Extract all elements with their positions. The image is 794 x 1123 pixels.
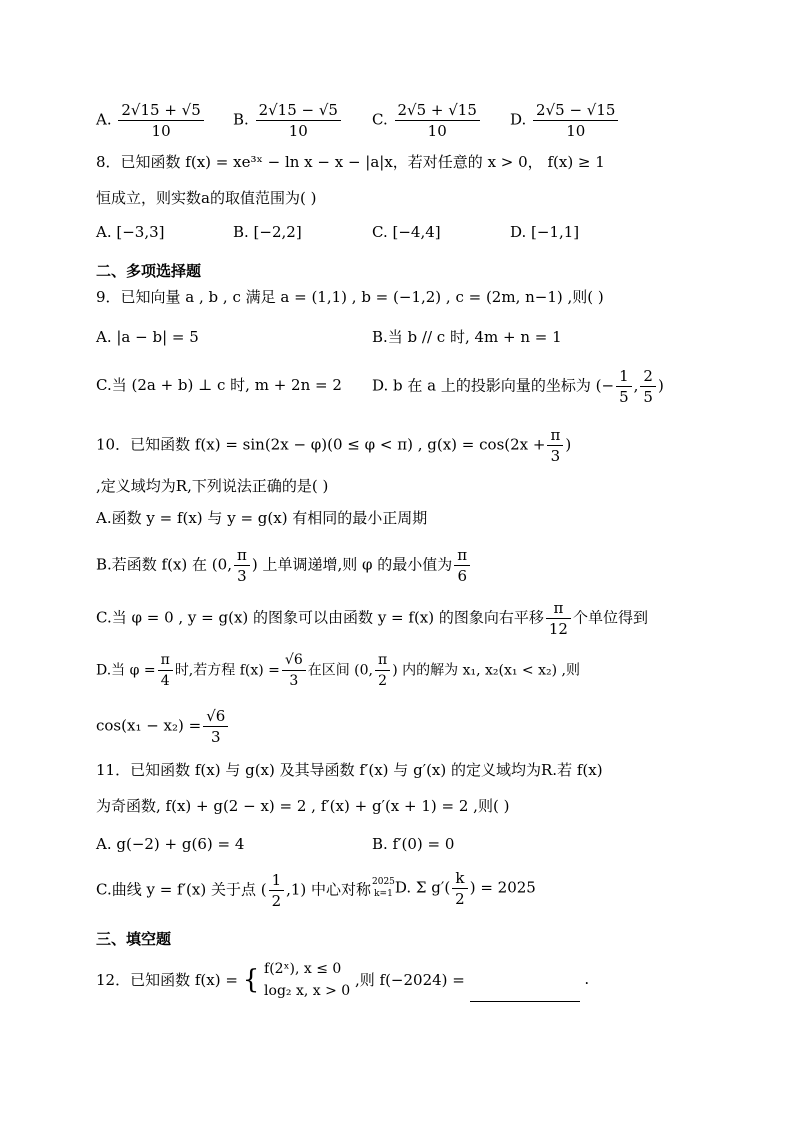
q10-stem: 10．已知函数 f(x) = sin(2x − φ)(0 ≤ φ < π) , g(x) = cos(2x + $\frac{\pi}{3}$ ) — [96, 426, 572, 465]
q10-stem-line2: ,定义域均为R,下列说法正确的是( ) — [96, 477, 329, 495]
q9-option-a: A. |a − b| = 5 — [96, 328, 199, 346]
q10-d-fraction-3: $\frac{\pi}{2}$ — [375, 650, 390, 691]
summation-limits: 2025 k=1 — [372, 877, 395, 899]
q10-d-fraction-2: $\frac{√6}{3}$ — [282, 650, 306, 691]
section-heading-fill-in: 三、填空题 — [96, 930, 172, 948]
q7-option-b: B. $\frac{2√15 - √5}{10}$ — [233, 100, 343, 141]
q8-option-a: A. [−3,3] — [96, 223, 165, 241]
q10-d-line2-fraction: $\frac{√6}{3}$ — [203, 706, 228, 747]
q11-d-fraction: $\frac{k}{2}$ — [452, 868, 468, 909]
q11-option-a: A. g(−2) + g(6) = 4 — [96, 835, 245, 853]
q8-option-b: B. [−2,2] — [233, 223, 302, 241]
q7-a-fraction: $\frac{2√15 + √5}{10}$ — [118, 100, 203, 141]
q9-d-fraction-2: $\frac{2}{5}$ — [640, 366, 656, 407]
brace-icon: { — [242, 965, 260, 995]
q7-option-d: D. $\frac{2√5 - √15}{10}$ — [510, 100, 620, 141]
q12-stem: 12．已知函数 f(x) = { f(2ˣ), x ≤ 0 log₂ x, x > 0 ,则 f(−2024) = . — [96, 958, 589, 1002]
q11-option-c: C.曲线 y = f′(x) 关于点 ( $\frac{1}{2}$ ,1) 中心对称 — [96, 871, 372, 910]
q7-c-fraction: $\frac{2√5 + √15}{10}$ — [395, 100, 480, 141]
q7-d-fraction: $\frac{2√5 - √15}{10}$ — [533, 100, 618, 141]
q10-option-c: C.当 φ = 0 , y = g(x) 的图象可以由函数 y = f(x) 的图象向右平移 $\frac{\pi}{12}$ 个单位得到 — [96, 599, 648, 638]
q7-option-a: A. $\frac{2√15 + √5}{10}$ — [96, 100, 206, 141]
q10-option-a: A.函数 y = f(x) 与 y = g(x) 有相同的最小正周期 — [96, 509, 428, 527]
section-heading-multiple-choice: 二、多项选择题 — [96, 262, 202, 280]
q8-stem-line1: 8．已知函数 f(x) = xe³ˣ − ln x − x − |a|x，若对任意的 x > 0， f(x) ≥ 1 — [96, 153, 605, 171]
q9-stem: 9．已知向量 a , b , c 满足 a = (1,1) , b = (−1,2) , c = (2m, n−1) ,则( ) — [96, 288, 604, 306]
q10-option-d: D.当 φ = $\frac{\pi}{4}$ 时,若方程 f(x) = $\frac{√6}{3}$ 在区间 (0, $\frac{\pi}{2}$ ) 内的解为 x₁, x₂(x₁ < x₂) ,则 — [96, 652, 580, 689]
q10-option-d-line2: cos(x₁ − x₂) = $\frac{√6}{3}$ — [96, 706, 230, 747]
q11-stem-line2: 为奇函数, f(x) + g(2 − x) = 2 , f′(x) + g′(x + 1) = 2 ,则( ) — [96, 797, 510, 815]
q10-option-b: B.若函数 f(x) 在 (0, $\frac{\pi}{3}$ ) 上单调递增,则 φ 的最小值为 $\frac{\pi}{6}$ — [96, 545, 472, 586]
q7-option-c: C. $\frac{2√5 + √15}{10}$ — [372, 100, 482, 141]
q9-option-c: C.当 (2a + b) ⊥ c 时, m + 2n = 2 — [96, 376, 342, 394]
q10-c-fraction: $\frac{\pi}{12}$ — [546, 598, 571, 639]
q10-d-fraction-1: $\frac{\pi}{4}$ — [158, 650, 173, 691]
q11-option-d: 2025 k=1 D. Σ g′( $\frac{k}{2}$ ) = 2025 — [372, 869, 536, 908]
q8-option-d: D. [−1,1] — [510, 223, 580, 241]
q9-d-fraction-1: $\frac{1}{5}$ — [616, 366, 632, 407]
q8-option-c: C. [−4,4] — [372, 223, 441, 241]
q10-b-fraction-1: $\frac{\pi}{3}$ — [234, 545, 250, 586]
answer-blank[interactable] — [470, 985, 580, 1002]
q9-option-d: D. b 在 a 上的投影向量的坐标为 (− $\frac{1}{5}$ , $\frac{2}{5}$ ) — [372, 367, 664, 406]
piecewise-cases: f(2ˣ), x ≤ 0 log₂ x, x > 0 — [264, 961, 351, 999]
q11-c-fraction: $\frac{1}{2}$ — [269, 870, 285, 911]
q10-b-fraction-2: $\frac{\pi}{6}$ — [454, 545, 470, 586]
q10-stem-fraction: $\frac{\pi}{3}$ — [547, 425, 563, 466]
q11-option-b: B. f′(0) = 0 — [372, 835, 455, 853]
q9-option-b: B.当 b // c 时, 4m + n = 1 — [372, 328, 562, 346]
q7-b-fraction: $\frac{2√15 - √5}{10}$ — [256, 100, 341, 141]
q11-stem-line1: 11．已知函数 f(x) 与 g(x) 及其导函数 f′(x) 与 g′(x) 的定义域均为R.若 f(x) — [96, 761, 603, 779]
q8-stem-line2: 恒成立，则实数a的取值范围为( ) — [96, 189, 317, 207]
